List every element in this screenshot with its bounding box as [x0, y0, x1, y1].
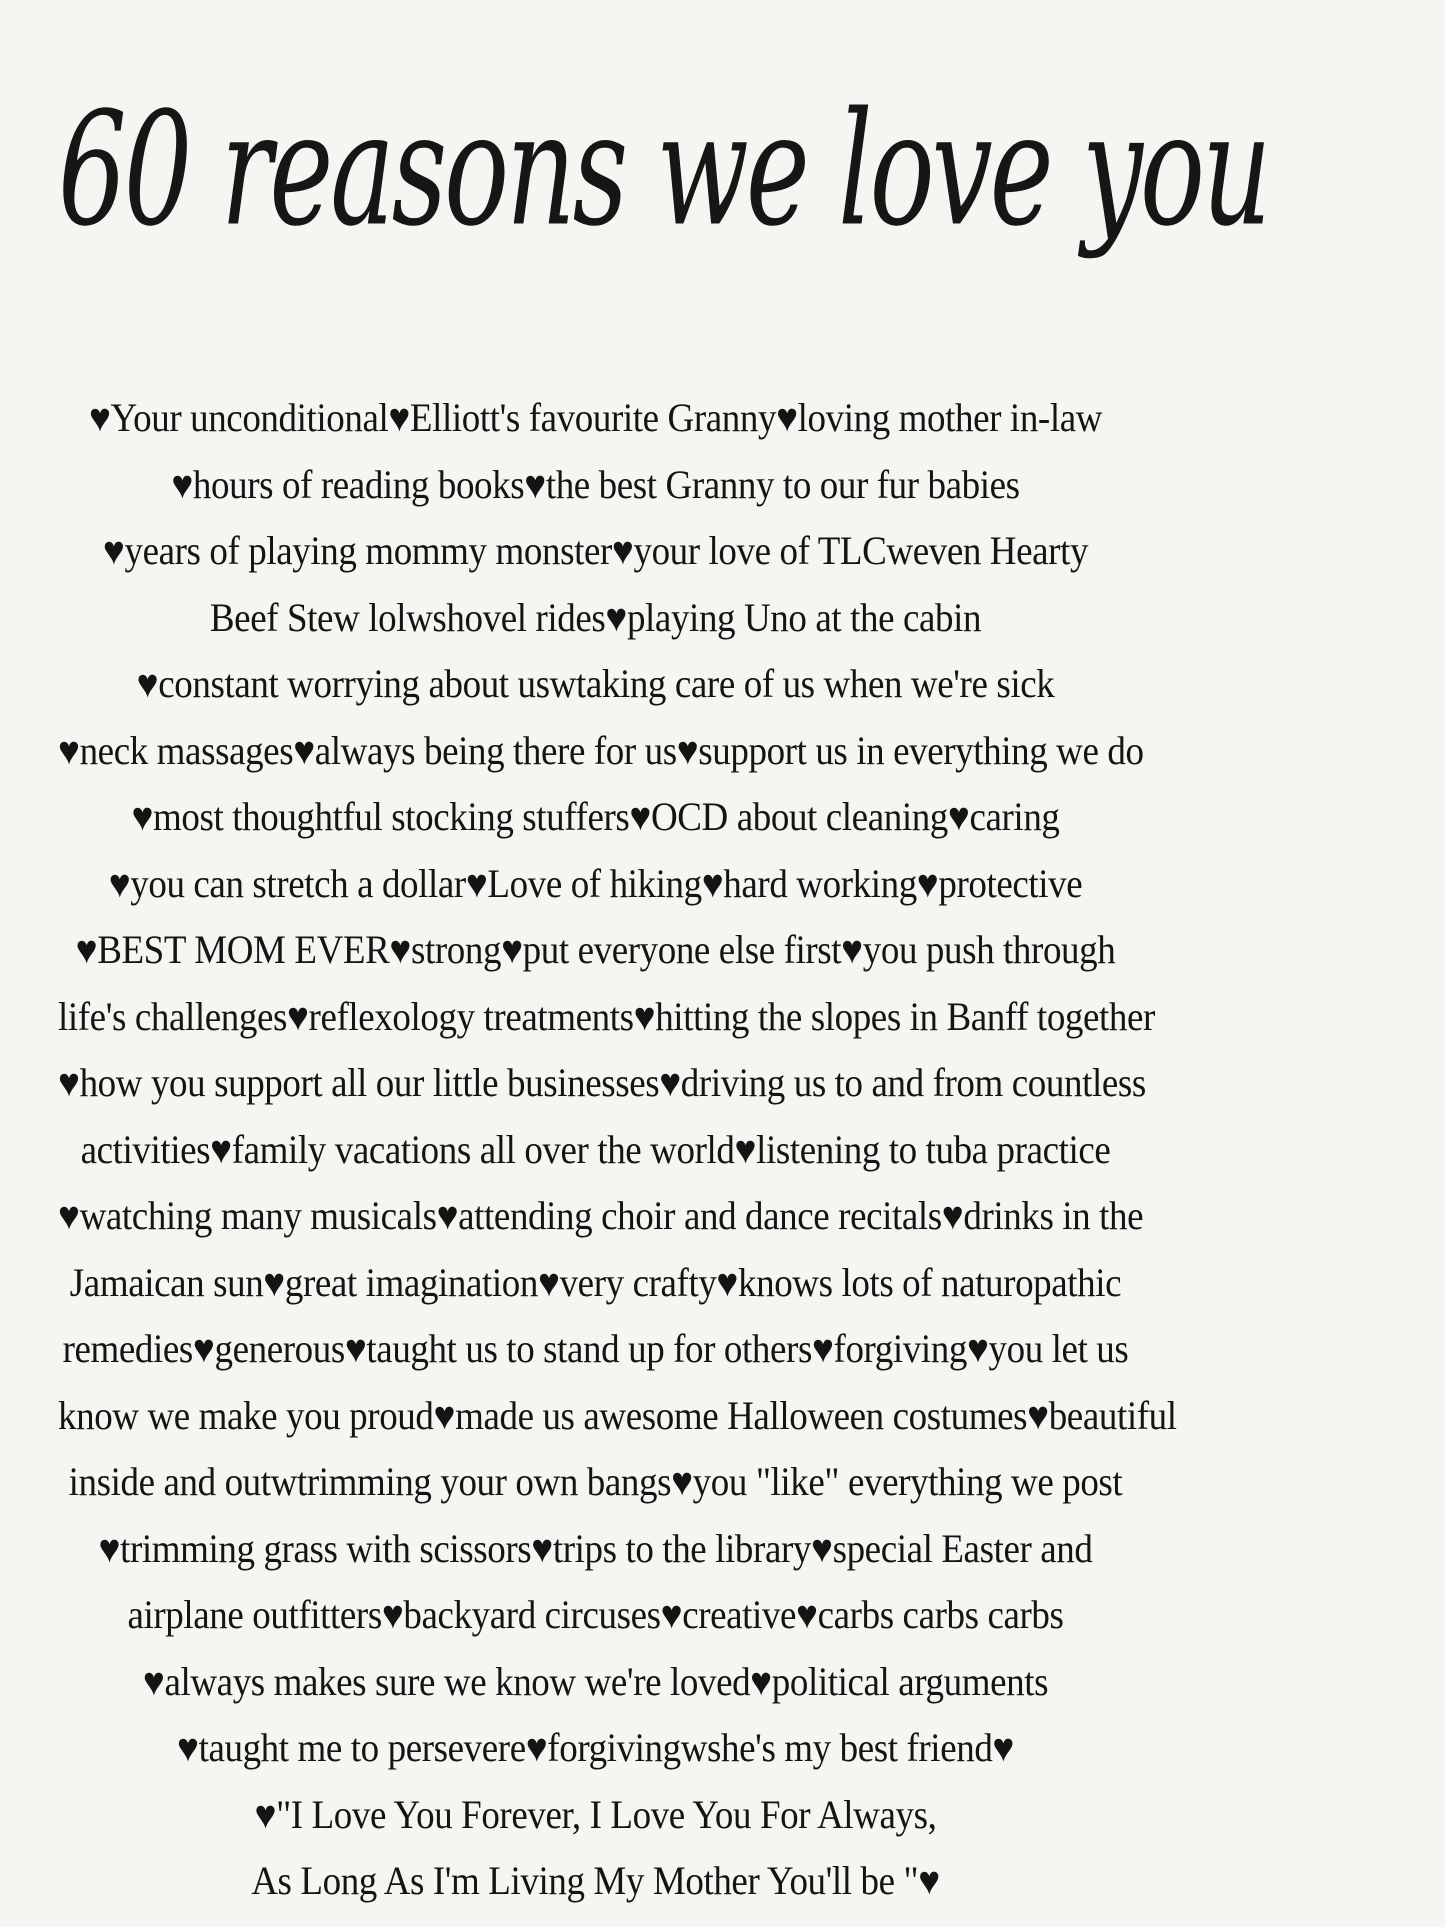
- reason-line: life's challenges♥reflexology treatments♥hitting the slopes in Banff together: [58, 994, 1155, 1040]
- reason-line: ♥how you support all our little businesses♥driving us to and from countless: [58, 1061, 1146, 1106]
- reason-line: ♥"I Love You Forever, I Love You For Always,: [254, 1792, 937, 1838]
- poster-title: 60 reasons we love you: [58, 79, 1269, 262]
- reason-line: Beef Stew lolwshovel rides♥playing Uno at the cabin: [209, 595, 982, 641]
- reason-line: Jamaican sun♥great imagination♥very crafty♥knows lots of naturopathic: [69, 1260, 1122, 1306]
- reasons-list: [58, 386, 1177, 1916]
- reason-line: ♥hours of reading books♥the best Granny to our fur babies: [171, 462, 1020, 508]
- reason-line: airplane outfitters♥backyard circuses♥creative♥carbs carbs carbs: [127, 1593, 1064, 1638]
- reason-line: remedies♥generous♥taught us to stand up for others♥forgiving♥you let us: [62, 1327, 1129, 1372]
- reason-line: ♥you can stretch a dollar♥Love of hiking♥hard working♥protective: [108, 861, 1083, 907]
- reason-line: ♥neck massages♥always being there for us♥support us in everything we do: [58, 728, 1144, 774]
- reason-line: ♥always makes sure we know we're loved♥political arguments: [142, 1659, 1049, 1705]
- reason-line: ♥watching many musicals♥attending choir and dance recitals♥drinks in the: [58, 1194, 1144, 1239]
- reason-line: activities♥family vacations all over the world♥listening to tuba practice: [80, 1127, 1111, 1173]
- reason-line: ♥trimming grass with scissors♥trips to the library♥special Easter and: [98, 1526, 1093, 1572]
- reason-line: ♥taught me to persevere♥forgivingwshe's my best friend♥: [177, 1726, 1014, 1771]
- reason-line: As Long As I'm Living My Mother You'll be "♥: [251, 1859, 940, 1904]
- reason-line: ♥most thoughtful stocking stuffers♥OCD about cleaning♥caring: [131, 795, 1060, 840]
- reason-line: ♥BEST MOM EVER♥strong♥put everyone else first♥you push through: [75, 928, 1116, 973]
- reason-line: know we make you proud♥made us awesome Halloween costumes♥beautiful: [58, 1393, 1177, 1439]
- reason-line: ♥constant worrying about uswtaking care of us when we're sick: [136, 662, 1055, 707]
- reason-line: ♥Your unconditional♥Elliott's favourite Granny♥loving mother in-law: [88, 396, 1103, 441]
- reason-line: inside and outwtrimming your own bangs♥you "like" everything we post: [68, 1460, 1123, 1505]
- reason-line: ♥years of playing mommy monster♥your love of TLCweven Hearty: [102, 529, 1089, 574]
- poster-content: [58, 79, 1269, 1916]
